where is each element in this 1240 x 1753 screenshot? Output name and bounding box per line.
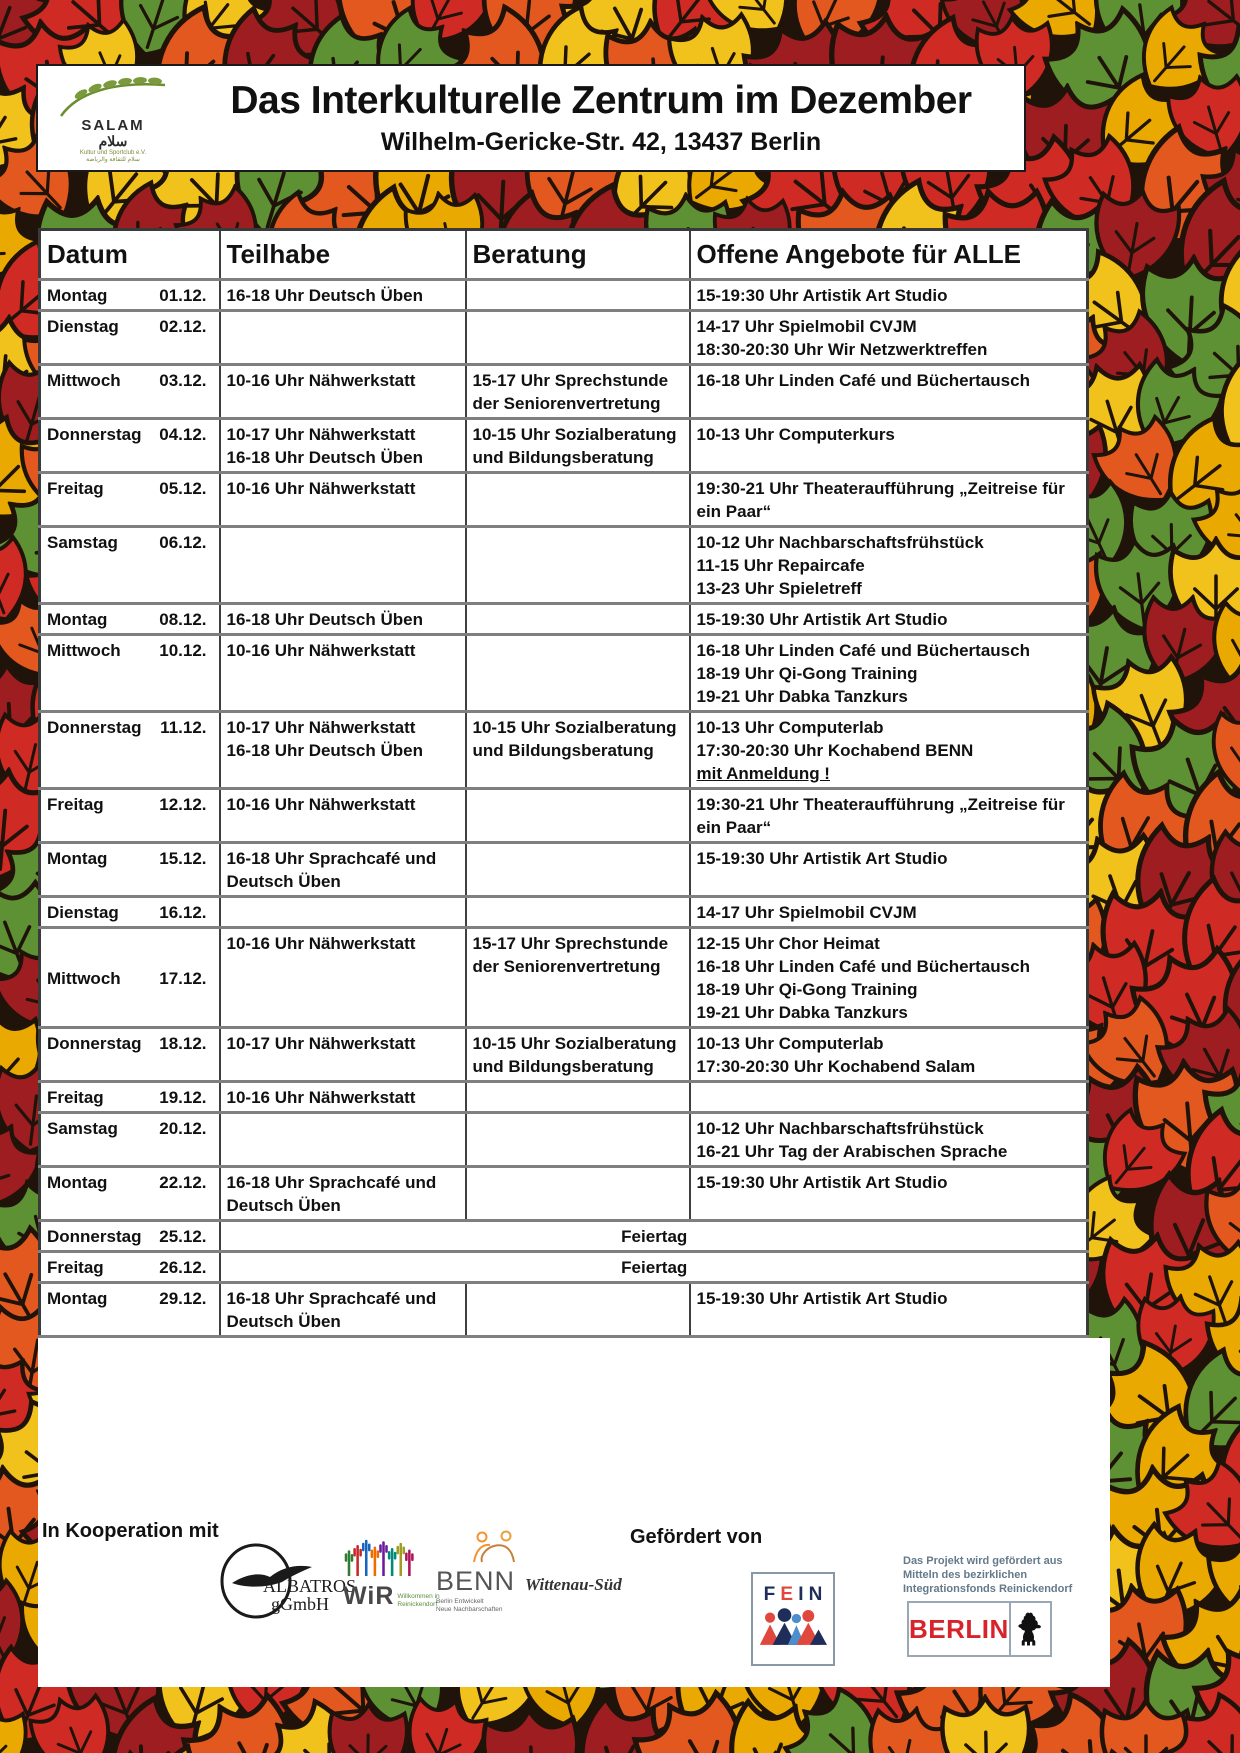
day-name: Donnerstag — [47, 718, 142, 737]
events-cell — [466, 635, 690, 712]
wir-logo — [343, 1530, 440, 1611]
day-name: Montag — [47, 286, 108, 305]
events-cell — [220, 1028, 466, 1082]
day-name: Mittwoch — [47, 371, 121, 390]
events-cell — [466, 604, 690, 635]
event-entry: 10-17 Uhr Nähwerkstatt — [226, 718, 416, 737]
column-header: Teilhabe — [220, 230, 466, 280]
events-cell — [690, 365, 1088, 419]
berlin-bear-icon — [1011, 1603, 1050, 1655]
events-cell — [690, 1082, 1088, 1113]
logo-subtitle-arabic: سلام للثقافة والرياضة — [86, 156, 140, 163]
schedule-row — [40, 280, 1088, 311]
raised-hands-icon — [343, 1530, 415, 1576]
date-value: 20.12. — [159, 1119, 207, 1138]
events-cell — [690, 789, 1088, 843]
events-cell — [466, 1113, 690, 1167]
event-entry: 16-18 Uhr Deutsch Üben — [226, 741, 423, 760]
date-value: 10.12. — [159, 641, 207, 660]
benn-subtitle: Berlin Entwickelt Neue Nachbarschaften — [436, 1598, 503, 1614]
event-entry: 10-16 Uhr Nähwerkstatt — [226, 795, 416, 814]
event-entry: 15-19:30 Uhr Artistik Art Studio — [696, 849, 948, 868]
date-value: 08.12. — [159, 610, 207, 629]
schedule-row — [40, 635, 1088, 712]
date-value: 17.12. — [159, 968, 207, 988]
event-entry: 15-19:30 Uhr Artistik Art Studio — [696, 610, 948, 629]
event-entry: mit Anmeldung ! — [696, 764, 830, 783]
event-entry: 16-18 Uhr Sprachcafé und Deutsch Üben — [226, 1173, 437, 1215]
events-cell — [466, 1167, 690, 1221]
day-name: Freitag — [47, 795, 104, 814]
header-banner — [36, 64, 1026, 172]
date-cell — [40, 1252, 220, 1283]
date-cell — [40, 1028, 220, 1082]
events-cell — [690, 527, 1088, 604]
events-cell — [690, 928, 1088, 1028]
date-value: 16.12. — [159, 903, 207, 922]
holiday-cell — [220, 1252, 1088, 1283]
event-entry: 10-13 Uhr Computerlab — [696, 1034, 884, 1053]
event-entry: 10-13 Uhr Computerlab — [696, 718, 884, 737]
benn-region: Wittenau-Süd — [525, 1575, 622, 1594]
events-cell — [690, 311, 1088, 365]
events-cell — [220, 1283, 466, 1337]
date-value: 25.12. — [159, 1227, 207, 1246]
event-entry: 16-18 Uhr Sprachcafé und Deutsch Üben — [226, 1289, 437, 1331]
events-cell — [690, 1113, 1088, 1167]
events-cell — [466, 1082, 690, 1113]
event-entry: 10-15 Uhr Sozialberatung und Bildungsberatung — [472, 425, 677, 467]
day-name: Dienstag — [47, 903, 119, 922]
event-entry: 15-19:30 Uhr Artistik Art Studio — [696, 1289, 948, 1308]
events-cell — [220, 365, 466, 419]
event-entry: 19:30-21 Uhr Theateraufführung „Zeitreise für ein Paar“ — [696, 795, 1065, 837]
kooperation-label: In Kooperation mit — [42, 1520, 219, 1542]
events-cell — [466, 527, 690, 604]
day-name: Donnerstag — [47, 1227, 142, 1246]
schedule-row — [40, 1283, 1088, 1337]
events-cell — [690, 843, 1088, 897]
date-value: 26.12. — [159, 1258, 207, 1277]
date-cell — [40, 928, 220, 1028]
events-cell — [220, 527, 466, 604]
date-value: 06.12. — [159, 533, 207, 552]
event-entry: 11-15 Uhr Repaircafe — [696, 556, 865, 575]
benn-name: BENN — [436, 1566, 516, 1596]
salam-logo — [38, 73, 188, 163]
schedule-row — [40, 473, 1088, 527]
schedule-row — [40, 527, 1088, 604]
schedule-row — [40, 897, 1088, 928]
day-name: Mittwoch — [47, 968, 121, 988]
page-title: Das Interkulturelle Zentrum im Dezember — [230, 79, 972, 122]
schedule-table — [38, 228, 1089, 1338]
event-entry: 14-17 Uhr Spielmobil CVJM — [696, 317, 917, 336]
event-entry: Feiertag — [621, 1258, 688, 1277]
events-cell — [220, 604, 466, 635]
date-cell — [40, 280, 220, 311]
events-cell — [220, 897, 466, 928]
event-entry: 10-15 Uhr Sozialberatung und Bildungsberatung — [472, 1034, 677, 1076]
events-cell — [220, 635, 466, 712]
event-entry: 16-18 Uhr Deutsch Üben — [226, 610, 423, 629]
gefoerdert-label: Gefördert von — [630, 1526, 763, 1548]
events-cell — [220, 712, 466, 789]
event-entry: 18:30-20:30 Uhr Wir Netzwerktreffen — [696, 340, 988, 359]
wir-subtitle: Willkommen in Reinickendorf — [397, 1593, 440, 1608]
fein-logo — [751, 1572, 835, 1666]
event-entry: 16-21 Uhr Tag der Arabischen Sprache — [696, 1142, 1008, 1161]
event-entry: 17:30-20:30 Uhr Kochabend Salam — [696, 1057, 976, 1076]
day-name: Montag — [47, 849, 108, 868]
event-entry: 13-23 Uhr Spieletreff — [696, 579, 862, 598]
date-cell — [40, 365, 220, 419]
event-entry: 17:30-20:30 Uhr Kochabend BENN — [696, 741, 974, 760]
date-cell — [40, 1283, 220, 1337]
events-cell — [466, 1283, 690, 1337]
fein-letter: I — [798, 1584, 804, 1605]
events-cell — [690, 1283, 1088, 1337]
column-header: Beratung — [466, 230, 690, 280]
event-entry: 12-15 Uhr Chor Heimat — [696, 934, 880, 953]
event-entry: 16-18 Uhr Linden Café und Büchertausch — [696, 641, 1030, 660]
events-cell — [690, 712, 1088, 789]
events-cell — [690, 473, 1088, 527]
event-entry: 18-19 Uhr Qi-Gong Training — [696, 980, 918, 999]
events-cell — [466, 928, 690, 1028]
day-name: Samstag — [47, 1119, 118, 1138]
events-cell — [690, 1167, 1088, 1221]
logo-arabic-name: سلام — [98, 132, 128, 149]
event-entry: 10-17 Uhr Nähwerkstatt — [226, 1034, 416, 1053]
berlin-logo — [907, 1601, 1052, 1657]
day-name: Montag — [47, 1289, 108, 1308]
events-cell — [466, 843, 690, 897]
event-entry: 16-18 Uhr Linden Café und Büchertausch — [696, 957, 1030, 976]
event-entry: 10-16 Uhr Nähwerkstatt — [226, 934, 416, 953]
column-header: Datum — [40, 230, 220, 280]
schedule-row — [40, 1167, 1088, 1221]
events-cell — [690, 897, 1088, 928]
schedule-row — [40, 789, 1088, 843]
berlin-wordmark: BERLIN — [909, 1613, 1009, 1644]
day-name: Montag — [47, 1173, 108, 1192]
events-cell — [220, 311, 466, 365]
event-entry: 10-16 Uhr Nähwerkstatt — [226, 371, 416, 390]
benn-figures-icon — [464, 1530, 522, 1564]
date-value: 19.12. — [159, 1088, 207, 1107]
day-name: Mittwoch — [47, 641, 121, 660]
events-cell — [690, 280, 1088, 311]
event-entry: 19-21 Uhr Dabka Tanzkurs — [696, 687, 908, 706]
event-entry: 10-16 Uhr Nähwerkstatt — [226, 641, 416, 660]
events-cell — [220, 473, 466, 527]
event-entry: 10-15 Uhr Sozialberatung und Bildungsberatung — [472, 718, 677, 760]
day-name: Montag — [47, 610, 108, 629]
date-cell — [40, 1082, 220, 1113]
day-name: Samstag — [47, 533, 118, 552]
content-area — [38, 228, 1110, 1687]
date-cell — [40, 1167, 220, 1221]
events-cell — [466, 419, 690, 473]
event-entry: 18-19 Uhr Qi-Gong Training — [696, 664, 918, 683]
events-cell — [466, 365, 690, 419]
date-cell — [40, 473, 220, 527]
footer — [38, 1338, 1110, 1687]
date-value: 03.12. — [159, 371, 207, 390]
events-cell — [220, 1113, 466, 1167]
date-cell — [40, 897, 220, 928]
events-cell — [466, 897, 690, 928]
schedule-row — [40, 1252, 1088, 1283]
schedule-row — [40, 1028, 1088, 1082]
wir-name: WiR — [343, 1582, 395, 1610]
events-cell — [466, 473, 690, 527]
events-cell — [690, 419, 1088, 473]
day-name: Freitag — [47, 479, 104, 498]
day-name: Donnerstag — [47, 425, 142, 444]
holiday-cell — [220, 1221, 1088, 1252]
event-entry: 15-19:30 Uhr Artistik Art Studio — [696, 286, 948, 305]
table-header-row — [40, 230, 1088, 280]
events-cell — [220, 280, 466, 311]
date-value: 22.12. — [159, 1173, 207, 1192]
event-entry: 10-12 Uhr Nachbarschaftsfrühstück — [696, 533, 984, 552]
date-value: 12.12. — [159, 795, 207, 814]
fein-letter: E — [780, 1584, 794, 1605]
events-cell — [466, 1028, 690, 1082]
events-cell — [220, 789, 466, 843]
date-cell — [40, 419, 220, 473]
date-value: 15.12. — [159, 849, 207, 868]
event-entry: 15-17 Uhr Sprechstunde der Seniorenvertretung — [472, 371, 669, 413]
benn-logo — [436, 1530, 656, 1614]
event-entry: 16-18 Uhr Deutsch Üben — [226, 286, 423, 305]
event-entry: 16-18 Uhr Linden Café und Büchertausch — [696, 371, 1030, 390]
schedule-row — [40, 365, 1088, 419]
event-entry: 16-18 Uhr Sprachcafé und Deutsch Üben — [226, 849, 437, 891]
date-cell — [40, 1113, 220, 1167]
funding-note: Das Projekt wird gefördert aus Mitteln des bezirklichen Integrationsfonds Reinickendorf — [903, 1555, 1073, 1595]
event-entry: 10-16 Uhr Nähwerkstatt — [226, 1088, 416, 1107]
date-value: 05.12. — [159, 479, 207, 498]
event-entry: 10-13 Uhr Computerkurs — [696, 425, 895, 444]
event-entry: 19-21 Uhr Dabka Tanzkurs — [696, 1003, 908, 1022]
schedule-row — [40, 604, 1088, 635]
event-entry: 10-16 Uhr Nähwerkstatt — [226, 479, 416, 498]
events-cell — [466, 311, 690, 365]
events-cell — [220, 1167, 466, 1221]
date-cell — [40, 789, 220, 843]
event-entry: 14-17 Uhr Spielmobil CVJM — [696, 903, 917, 922]
event-entry: 19:30-21 Uhr Theateraufführung „Zeitreise für ein Paar“ — [696, 479, 1065, 521]
date-value: 02.12. — [159, 317, 207, 336]
schedule-row — [40, 843, 1088, 897]
date-value: 01.12. — [159, 286, 207, 305]
events-cell — [466, 789, 690, 843]
schedule-row — [40, 311, 1088, 365]
event-entry: 15-17 Uhr Sprechstunde der Seniorenvertretung — [472, 934, 669, 976]
event-entry: Feiertag — [621, 1227, 688, 1246]
schedule-row — [40, 1113, 1088, 1167]
events-cell — [220, 1082, 466, 1113]
olive-branch-icon — [55, 75, 171, 117]
event-entry: 16-18 Uhr Deutsch Üben — [226, 448, 423, 467]
fein-letter: F — [763, 1584, 776, 1605]
fein-letters — [753, 1584, 833, 1606]
date-value: 11.12. — [160, 718, 207, 737]
events-cell — [220, 843, 466, 897]
date-cell — [40, 527, 220, 604]
event-entry: 15-19:30 Uhr Artistik Art Studio — [696, 1173, 948, 1192]
date-cell — [40, 843, 220, 897]
events-cell — [220, 419, 466, 473]
date-cell — [40, 604, 220, 635]
address-subtitle: Wilhelm-Gericke-Str. 42, 13437 Berlin — [380, 128, 822, 156]
date-cell — [40, 635, 220, 712]
day-name: Dienstag — [47, 317, 119, 336]
event-entry: 10-12 Uhr Nachbarschaftsfrühstück — [696, 1119, 984, 1138]
albatros-sub: gGmbH — [271, 1594, 329, 1614]
logo-subtitle: Kultur und Sportclub e.V. — [79, 150, 147, 157]
event-entry: 10-17 Uhr Nähwerkstatt — [226, 425, 416, 444]
date-cell — [40, 311, 220, 365]
schedule-row — [40, 419, 1088, 473]
albatros-name: ALBATROS gGmbH — [263, 1576, 357, 1614]
events-cell — [466, 712, 690, 789]
events-cell — [690, 1028, 1088, 1082]
schedule-row — [40, 712, 1088, 789]
events-cell — [690, 635, 1088, 712]
column-header: Offene Angebote für ALLE — [690, 230, 1088, 280]
date-cell — [40, 712, 220, 789]
logo-name: SALAM — [81, 116, 145, 134]
schedule-row — [40, 1082, 1088, 1113]
day-name: Freitag — [47, 1088, 104, 1107]
events-cell — [690, 604, 1088, 635]
fein-letter: N — [808, 1584, 823, 1605]
date-value: 29.12. — [159, 1289, 207, 1308]
date-value: 18.12. — [159, 1034, 207, 1053]
fein-people-icon — [759, 1606, 827, 1648]
schedule-row — [40, 928, 1088, 1028]
date-value: 04.12. — [159, 425, 207, 444]
day-name: Freitag — [47, 1258, 104, 1277]
schedule-row — [40, 1221, 1088, 1252]
events-cell — [220, 928, 466, 1028]
day-name: Donnerstag — [47, 1034, 142, 1053]
date-cell — [40, 1221, 220, 1252]
events-cell — [466, 280, 690, 311]
